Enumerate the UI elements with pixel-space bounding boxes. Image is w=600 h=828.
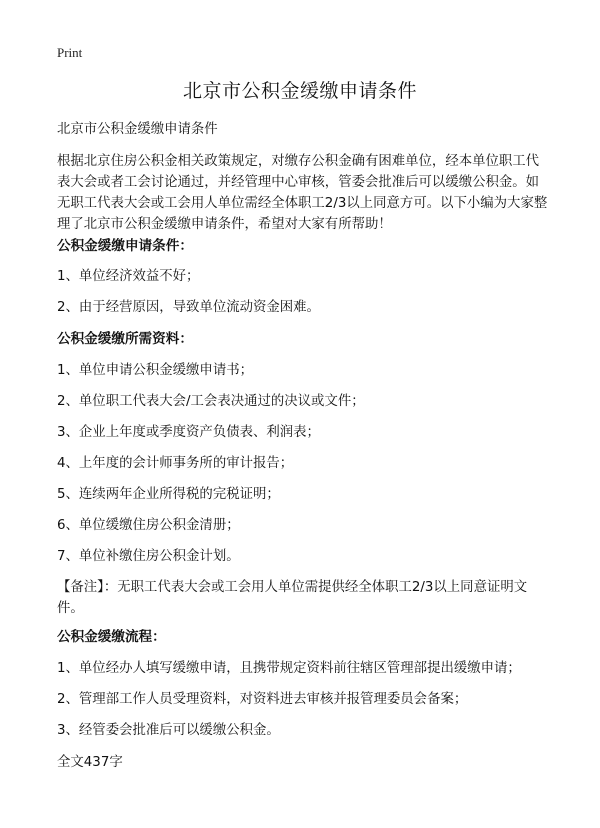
list-item: 3、经管委会批准后可以缓缴公积金。 <box>57 723 280 738</box>
list-item: 1、单位经济效益不好； <box>57 269 200 284</box>
word-count: 全文437字 <box>57 755 123 770</box>
list-item: 2、管理部工作人员受理资料，对资料进去审核并报管理委员会备案； <box>57 692 468 707</box>
list-item: 1、单位经办人填写缓缴申请，且携带规定资料前往辖区管理部提出缓缴申请； <box>57 661 521 676</box>
list-item: 1、单位申请公积金缓缴申请书； <box>57 363 253 378</box>
list-item: 6、单位缓缴住房公积金清册； <box>57 518 240 533</box>
document-title: 北京市公积金缓缴申请条件 <box>182 80 417 102</box>
list-item: 2、由于经营原因，导致单位流动资金困难。 <box>57 300 320 315</box>
intro-paragraph: 根据北京住房公积金相关政策规定，对缴存公积金确有困难单位，经本单位职工代表大会或者工会讨论通过，并经管理中心审核，管委会批准后可以缓缴公积金。如无职工代表大会或工会用人单位需经全体职工2/3以上同意方可。以下小编为大家整理了北京市公积金缓缴申请条件，希望对大家有所帮助！ <box>57 154 548 232</box>
section-heading-process: 公积金缓缴流程： <box>57 629 166 645</box>
print-link[interactable]: Print <box>57 45 83 60</box>
list-item: 5、连续两年企业所得税的完税证明； <box>57 487 280 502</box>
list-item: 4、上年度的会计师事务所的审计报告； <box>57 456 294 471</box>
list-item: 2、单位职工代表大会/工会表决通过的决议或文件； <box>57 394 365 409</box>
note-paragraph: 【备注】：无职工代表大会或工会用人单位需提供经全体职工2/3以上同意证明文件。 <box>57 580 528 616</box>
document-subtitle: 北京市公积金缓缴申请条件 <box>57 122 218 137</box>
list-item: 3、企业上年度或季度资产负债表、利润表； <box>57 425 320 440</box>
section-heading-conditions: 公积金缓缴申请条件： <box>57 238 193 254</box>
list-item: 7、单位补缴住房公积金计划。 <box>57 549 240 564</box>
section-heading-materials: 公积金缓缴所需资料： <box>57 331 193 347</box>
